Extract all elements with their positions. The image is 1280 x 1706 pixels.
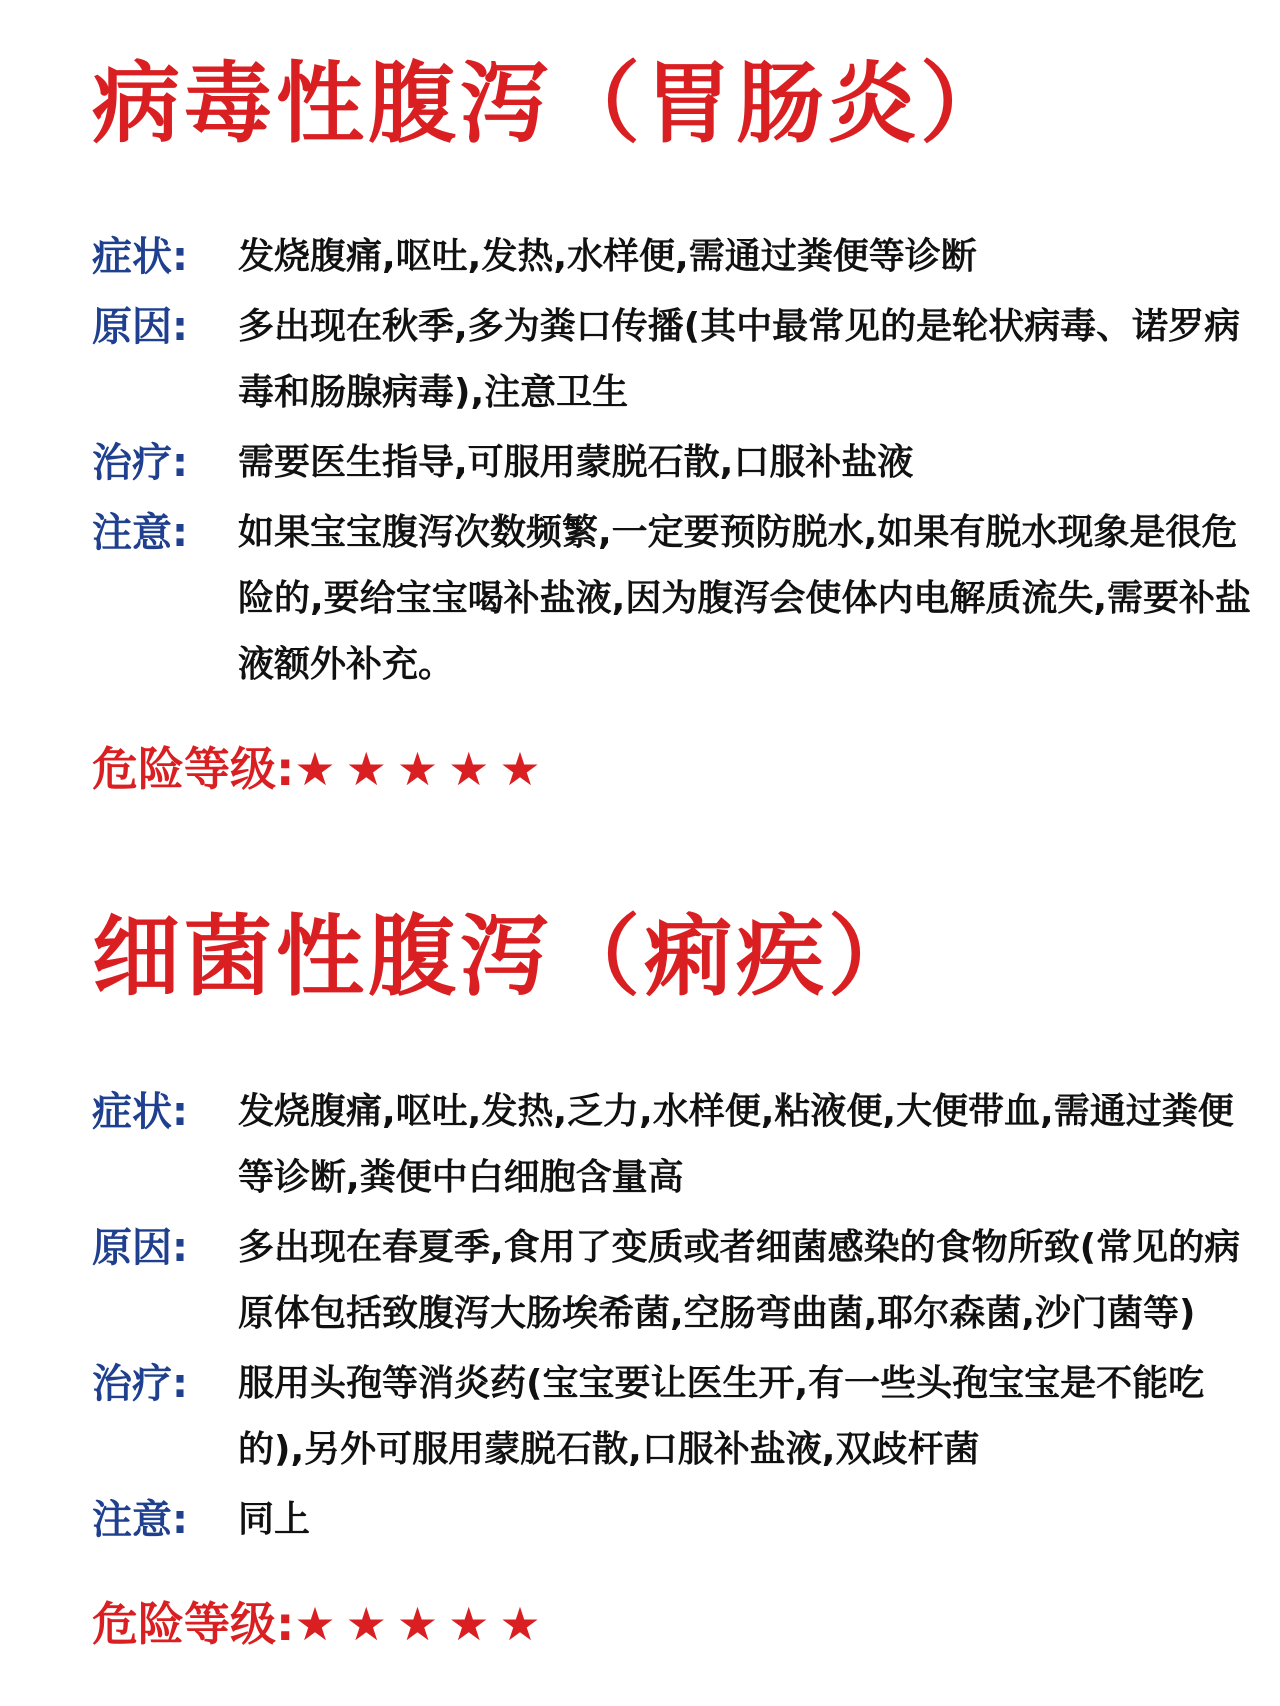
cause-text: 多出现在春夏季,食用了变质或者细菌感染的食物所致(常见的病原体包括致腹泻大肠埃希菌,空肠弯曲菌,耶尔森菌,沙门菌等) xyxy=(238,1227,1241,1334)
bacterial-diarrhea-section xyxy=(0,905,1280,1659)
treatment-row xyxy=(0,430,1280,496)
info-rows xyxy=(0,1079,1280,1553)
treatment-row xyxy=(0,1351,1280,1483)
treatment-text: 需要医生指导,可服用蒙脱石散,口服补盐液 xyxy=(238,442,914,483)
cause-text: 多出现在秋季,多为粪口传播(其中最常见的是轮状病毒、诺罗病毒和肠腺病毒),注意卫生 xyxy=(238,306,1241,413)
symptoms-row xyxy=(0,1079,1280,1211)
notes-row xyxy=(0,500,1280,698)
symptoms-label: 症状: xyxy=(92,1089,188,1135)
danger-level-stars: ★★★★★ xyxy=(294,1597,551,1651)
section-title: 细菌性腹泻（痢疾） xyxy=(92,905,921,1008)
notes-label: 注意: xyxy=(92,1497,188,1543)
section-title: 病毒性腹泻（胃肠炎） xyxy=(92,52,1013,155)
notes-row xyxy=(0,1487,1280,1553)
viral-diarrhea-section xyxy=(0,52,1280,804)
symptoms-row xyxy=(0,224,1280,290)
danger-level xyxy=(0,734,1280,804)
symptoms-text: 发烧腹痛,呕吐,发热,乏力,水样便,粘液便,大便带血,需通过粪便等诊断,粪便中白细胞含量高 xyxy=(238,1091,1234,1198)
notes-label: 注意: xyxy=(92,510,188,556)
treatment-text: 服用头孢等消炎药(宝宝要让医生开,有一些头孢宝宝是不能吃的),另外可服用蒙脱石散,口服补盐液,双歧杆菌 xyxy=(238,1363,1205,1470)
danger-level-stars: ★★★★★ xyxy=(294,742,551,796)
cause-label: 原因: xyxy=(92,304,188,350)
danger-level-label: 危险等级: xyxy=(92,1597,295,1651)
treatment-label: 治疗: xyxy=(92,440,188,486)
notes-text: 如果宝宝腹泻次数频繁,一定要预防脱水,如果有脱水现象是很危险的,要给宝宝喝补盐液,因为腹泻会使体内电解质流失,需要补盐液额外补充。 xyxy=(238,512,1252,685)
symptoms-label: 症状: xyxy=(92,234,188,280)
treatment-label: 治疗: xyxy=(92,1361,188,1407)
cause-row xyxy=(0,294,1280,426)
symptoms-text: 发烧腹痛,呕吐,发热,水样便,需通过粪便等诊断 xyxy=(238,236,977,277)
notes-text: 同上 xyxy=(238,1499,311,1540)
danger-level xyxy=(0,1589,1280,1659)
danger-level-label: 危险等级: xyxy=(92,742,295,796)
info-rows xyxy=(0,224,1280,698)
cause-row xyxy=(0,1215,1280,1347)
cause-label: 原因: xyxy=(92,1225,188,1271)
